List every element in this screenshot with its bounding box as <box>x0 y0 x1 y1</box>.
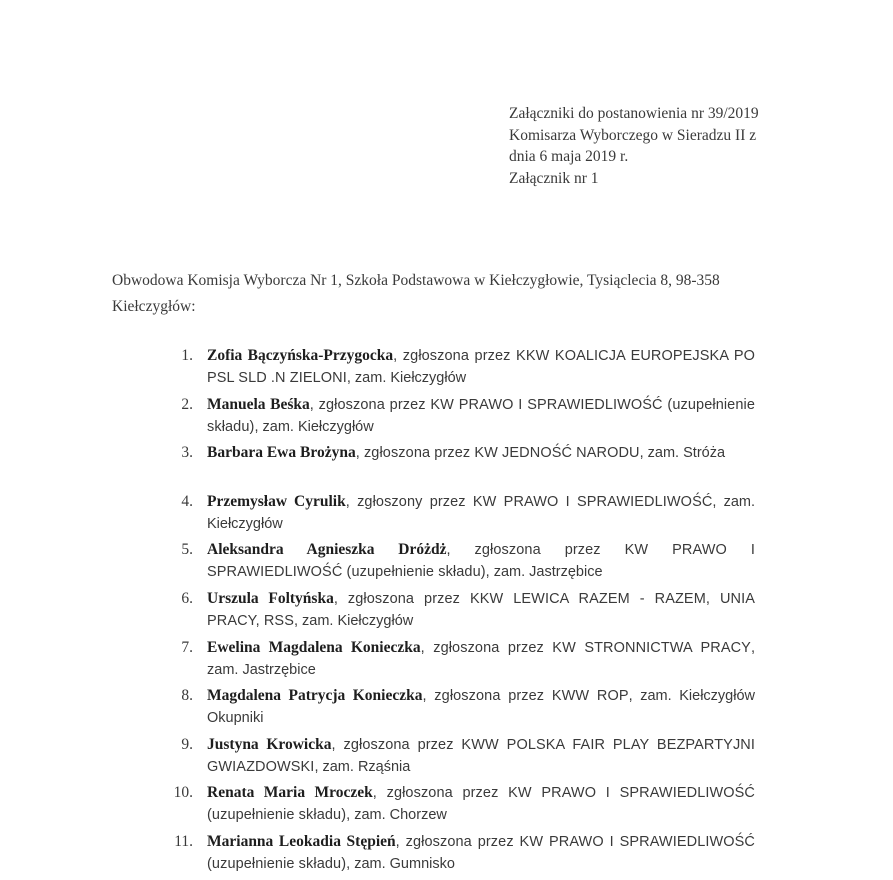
item-text <box>207 539 755 583</box>
header-line-2: Komisarza Wyborczego w Sieradzu II z <box>509 126 757 144</box>
list-item <box>0 491 893 540</box>
item-text <box>207 685 755 729</box>
member-nomination: , zgłoszona przez KW STRONNICTWA PRACY <box>420 639 751 656</box>
list-item <box>0 734 893 783</box>
member-name: Justyna Krowicka <box>207 735 332 753</box>
member-name: Urszula Foltyńska <box>207 589 334 607</box>
member-name: Magdalena Patrycja Konieczka <box>207 687 423 705</box>
item-number: 10. <box>173 784 193 802</box>
header-line-1: Załączniki do postanowienia nr 39/2019 <box>509 105 759 122</box>
item-number: 1. <box>181 347 193 364</box>
member-list <box>0 345 893 880</box>
list-item <box>0 831 893 880</box>
item-number: 9. <box>181 735 193 753</box>
member-name: Renata Maria Mroczek <box>207 784 373 802</box>
list-item <box>0 782 893 831</box>
item-text <box>207 394 755 438</box>
item-text <box>207 442 755 464</box>
member-residence: , zam. Kiełczygłów <box>293 612 414 629</box>
member-nomination: , zgłoszona przez KKW KOALICJA EUROPEJSKA PO PSL SLD .N ZIELONI <box>207 348 755 386</box>
list-item <box>0 588 893 637</box>
list-item <box>0 345 893 394</box>
member-residence: , zam. Kiełczygłów <box>254 418 374 435</box>
item-number: 5. <box>181 541 193 559</box>
member-nomination: , zgłoszony przez KW PRAWO I SPRAWIEDLIWOŚĆ <box>345 493 713 510</box>
member-residence: , zam. Gumnisko <box>346 855 455 872</box>
member-nomination: , zgłoszona przez KW PRAWO I SPRAWIEDLIWOŚĆ (uzupełnienie składu) <box>207 833 755 872</box>
item-number: 3. <box>181 444 193 462</box>
member-nomination: , zgłoszona przez KKW LEWICA RAZEM - RAZEM, UNIA PRACY, RSS <box>207 590 755 629</box>
member-name: Zofia Bączyńska-Przygocka <box>207 347 394 364</box>
member-name: Ewelina Magdalena Konieczka <box>207 638 421 656</box>
member-nomination: , zgłoszona przez KW JEDNOŚĆ NARODU <box>355 445 640 462</box>
member-nomination: , zgłoszona przez KWW POLSKA FAIR PLAY BEZPARTYJNI GWIAZDOWSKI <box>207 736 755 775</box>
item-text <box>207 345 755 389</box>
item-number: 11. <box>174 832 193 850</box>
member-residence: , zam. Kiełczygłów <box>346 370 467 386</box>
member-residence: , zam. Stróża <box>639 445 726 462</box>
member-name: Przemysław Cyrulik <box>207 492 346 510</box>
member-residence: , zam. Jastrzębice <box>485 564 603 581</box>
item-text <box>207 734 755 778</box>
member-name: Marianna Leokadia Stępień <box>207 832 396 850</box>
item-number: 6. <box>181 589 193 607</box>
member-residence: , zam. Rząśnia <box>314 758 411 775</box>
item-text <box>207 588 755 632</box>
member-residence: , zam. Chorzew <box>346 807 447 824</box>
member-residence: , zam. Kiełczygłów Okupniki <box>207 688 755 727</box>
item-number: 4. <box>181 492 193 510</box>
list-item <box>0 539 893 588</box>
member-residence: , zam. Kiełczygłów <box>207 493 755 532</box>
member-nomination: , zgłoszona przez KW PRAWO I SPRAWIEDLIWOŚĆ (uzupełnienie składu) <box>207 542 755 581</box>
list-item <box>0 637 893 686</box>
commission-intro: Obwodowa Komisja Wyborcza Nr 1, Szkoła Podstawowa w Kiełczygłowie, Tysiąclecia 8, 98-358 Kiełczygłów: <box>112 272 720 315</box>
member-nomination: , zgłoszona przez KW PRAWO I SPRAWIEDLIWOŚĆ (uzupełnienie składu) <box>207 396 755 435</box>
item-text <box>207 491 755 535</box>
item-text <box>207 831 755 875</box>
list-item <box>0 442 893 491</box>
item-number: 8. <box>181 687 193 705</box>
item-text <box>207 782 755 826</box>
item-text <box>207 637 755 681</box>
attachment-header <box>509 103 829 189</box>
item-number: 7. <box>181 638 193 656</box>
header-line-4: Załącznik nr 1 <box>509 169 599 187</box>
header-line-3: dnia 6 maja 2019 r. <box>509 148 629 165</box>
item-number: 2. <box>181 395 193 413</box>
member-name: Manuela Beśka <box>207 395 310 413</box>
member-residence: , zam. Jastrzębice <box>207 639 755 678</box>
member-name: Barbara Ewa Brożyna <box>207 444 356 462</box>
list-item <box>0 685 893 734</box>
member-nomination: , zgłoszona przez KW PRAWO I SPRAWIEDLIWOŚĆ (uzupełnienie składu) <box>207 785 755 824</box>
member-name: Aleksandra Agnieszka Dróżdż <box>207 541 447 559</box>
list-item <box>0 394 893 443</box>
member-nomination: , zgłoszona przez KWW ROP <box>422 688 629 705</box>
